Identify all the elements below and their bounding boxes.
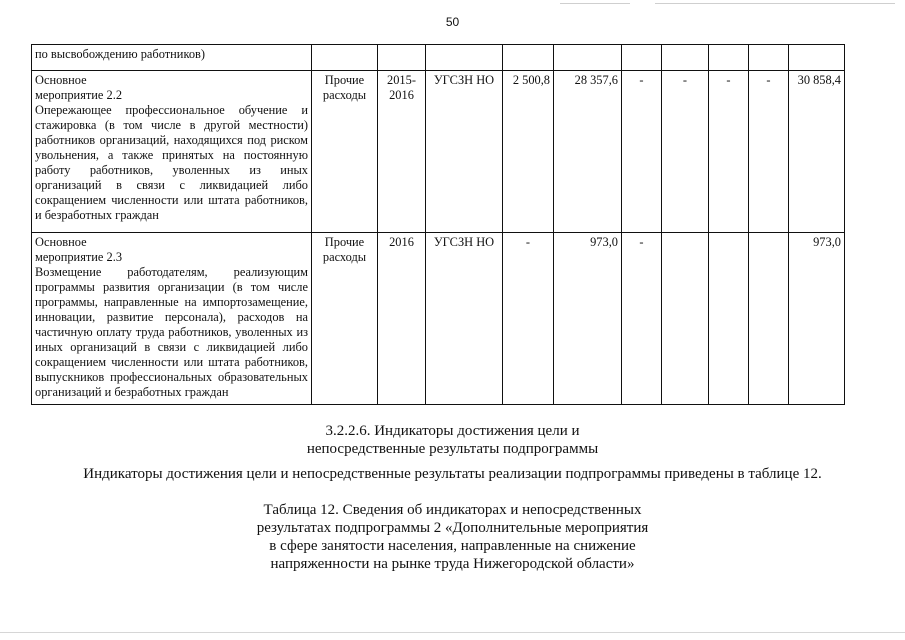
value-5 (709, 45, 749, 71)
measure-description: Возмещение работодателям, реализующим программы развития организации (в том числе программы, направленные на импортозамещение, инновации, развитие персонала), расходов на частичную оплату труда работников, уволенных из иных организаций в связи с ликвидацией либо сокращением численности или штата работников, выпускников профессиональных образовательных организаций и безработных граждан (35, 265, 308, 399)
value-1: - (503, 233, 554, 405)
scan-line (655, 3, 895, 4)
section-heading-line-2: непосредственные результаты подпрограммы (306, 441, 599, 457)
measure-title: Основное (35, 73, 87, 87)
measure-title: Основное (35, 235, 87, 249)
years: 2016 (378, 233, 426, 405)
value-2: 28 357,6 (554, 71, 622, 233)
funding-table (31, 44, 845, 405)
measure-cell (32, 71, 312, 233)
section-heading-line-1: 3.2.2.6. Индикаторы достижения цели и (325, 423, 580, 439)
value-total: 30 858,4 (789, 71, 845, 233)
executor: УГСЗН НО (426, 71, 503, 233)
table-row (32, 45, 845, 71)
table12-caption-line-1: Таблица 12. Сведения об индикаторах и непосредственных (263, 502, 642, 518)
expense-type: Прочие расходы (312, 71, 378, 233)
measure-cell (32, 233, 312, 405)
table12-caption-line-4: напряженности на рынке труда Нижегородской области» (270, 556, 635, 572)
value-6 (749, 45, 789, 71)
measure-number: мероприятие 2.3 (35, 250, 123, 264)
value-1 (503, 45, 554, 71)
page-number: 50 (445, 15, 460, 29)
section-intro: Индикаторы достижения цели и непосредственные результаты реализации подпрограммы приведены в таблице 12. (83, 466, 822, 482)
table-row (32, 71, 845, 233)
value-5: - (709, 71, 749, 233)
years: 2015-2016 (378, 71, 426, 233)
expense-type (312, 45, 378, 71)
value-6: - (749, 71, 789, 233)
table-row (32, 233, 845, 405)
value-5 (709, 233, 749, 405)
value-3: - (622, 233, 662, 405)
expense-type: Прочие расходы (312, 233, 378, 405)
executor (426, 45, 503, 71)
measure-name: по высвобождению работников) (32, 45, 312, 71)
value-total: 973,0 (789, 233, 845, 405)
value-4 (662, 233, 709, 405)
table12-caption-line-3: в сфере занятости населения, направленные на снижение (269, 538, 636, 554)
value-4: - (662, 71, 709, 233)
value-6 (749, 233, 789, 405)
table12-caption-line-2: результатах подпрограммы 2 «Дополнительные мероприятия (256, 520, 649, 536)
value-3: - (622, 71, 662, 233)
value-1: 2 500,8 (503, 71, 554, 233)
scan-line (560, 3, 630, 4)
measure-number: мероприятие 2.2 (35, 88, 123, 102)
value-4 (662, 45, 709, 71)
measure-description: Опережающее профессиональное обучение и стажировка (в том числе в другой местности) работников организаций, находящихся под риском увольнения, а также принятых на постоянную работу работников, уволенных из иных организаций в связи с ликвидацией либо сокращением численности или штата работников, и безработных граждан (35, 103, 308, 222)
value-2: 973,0 (554, 233, 622, 405)
value-2 (554, 45, 622, 71)
value-total (789, 45, 845, 71)
value-3 (622, 45, 662, 71)
executor: УГСЗН НО (426, 233, 503, 405)
years (378, 45, 426, 71)
scan-line (0, 632, 905, 633)
